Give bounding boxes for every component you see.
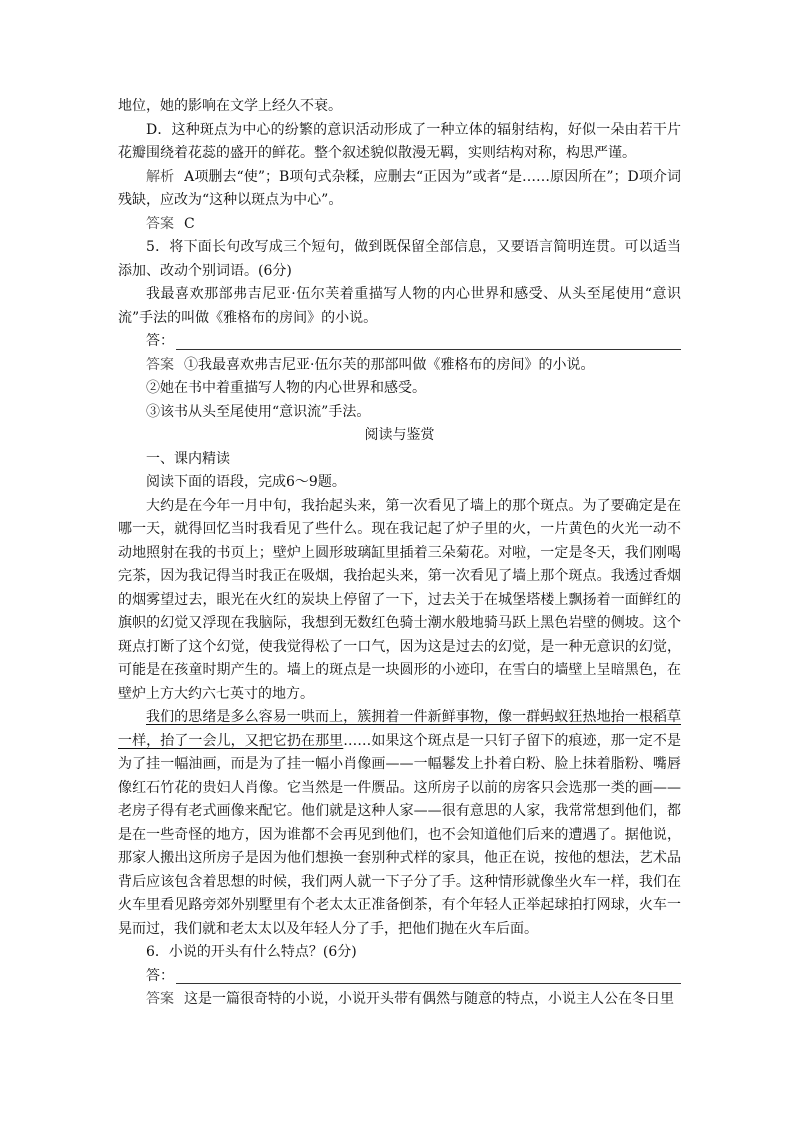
answer-text: 这是一篇很奇特的小说，小说开头带有偶然与随意的特点，小说主人公在冬日里 (184, 991, 674, 1007)
question-6: 6．小说的开头有什么特点？(6分) (146, 944, 357, 960)
answer-tag: 答案 (146, 991, 174, 1007)
answer-paragraph (118, 354, 681, 378)
question-5: 5．将下面长句改写成三个短句，做到既保留全部信息，又要语言简明连贯。可以适当添加、改动个别词语。(6分) (118, 239, 681, 279)
answer-tag: 答案 (146, 356, 174, 373)
passage-text: ……如果这个斑点是一只钉子留下的痕迹，那一定不是为了挂一幅油画，而是为了挂一幅小肖像画——一幅鬈发上扑着白粉、脸上抹着脂粉、嘴唇像红石竹花的贵妇人肖像。它当然是一件赝品。这所房子以前的房客只会选那一类的画——老房子得有老式画像来配它。他们就是这种人家——很有意思的人家，我常常想到他们，都是在一些奇怪的地方，因为谁都不会再见到他们，也不会知道他们后来的遭遇了。据他说，那家人搬出这所房子是因为他们想换一套别种式样的家具，他正在说，按他的想法，艺术品背后应该包含着思想的时候，我们两人就一下子分了手。这种情形就像坐火车一样，我们在火车里看见路旁郊外别墅里有个老太太正准备倒茶，有个年轻人正举起球拍打网球，火车一晃而过，我们就和老太太以及年轻人分了手，把他们抛在火车后面。 (118, 732, 682, 937)
option-d: D．这种斑点为中心的纷繁的意识活动形成了一种立体的辐射结构，好似一朵由若干片花瓣围绕着花蕊的盛开的鲜花。整个叙述貌似散漫无羁，实则结构对称，构思严谨。 (118, 121, 681, 161)
answer-text: C (184, 215, 195, 232)
question-5-sentence: 我最喜欢那部弗吉尼亚·伍尔芙着重描写人物的内心世界和感受、从头至尾使用“意识流”手法的叫做《雅格布的房间》的小说。 (118, 286, 681, 326)
document-page (118, 95, 681, 1012)
answer-item-2: ②她在书中着重描写人物的内心世界和感受。 (146, 380, 426, 396)
passage-paragraph-1: 大约是在今年一月中旬，我抬起头来，第一次看见了墙上的那个斑点。为了要确定是在哪一天，就得回忆当时我看见了些什么。现在我记起了炉子里的火，一片黄色的火光一动不动地照射在我的书页上；壁炉上圆形玻璃缸里插着三朵菊花。对啦，一定是冬天，我们刚喝完茶，因为我记得当时我正在吸烟，我抬起头来，第一次看见了墙上那个斑点。我透过香烟的烟雾望过去，眼光在火红的炭块上停留了一下，过去关于在城堡塔楼上飘扬着一面鲜红的旗帜的幻觉又浮现在我脑际，我想到无数红色骑士潮水般地骑马跃上黑色岩壁的侧坡。这个斑点打断了这个幻觉，使我觉得松了一口气，因为这是过去的幻觉，是一种无意识的幻觉，可能是在孩童时期产生的。墙上的斑点是一块圆形的小迹印，在雪白的墙壁上呈暗黑色，在壁炉上方大约六七英寸的地方。 (118, 497, 681, 702)
underlined-sentence: 我们的思绪是多么容易一哄而上，簇拥着一件新鲜事物，像一群蚂蚁狂热地抬一根稻草一样，抬了一会儿，又把它扔在那里 (118, 709, 681, 749)
passage-paragraph-2 (118, 706, 681, 941)
text-line: 地位，她的影响在文学上经久不衰。 (118, 98, 342, 114)
answer-text: ①我最喜欢弗吉尼亚·伍尔芙的那部叫做《雅格布的房间》的小说。 (184, 356, 595, 373)
answer-label: 答： (146, 967, 174, 984)
answer-blank-row (118, 965, 681, 989)
answer-item-3: ③该书从头至尾使用“意识流”手法。 (146, 403, 371, 420)
answer-paragraph (118, 988, 681, 1012)
answer-blank-row (118, 330, 681, 354)
answer-blank-line[interactable] (176, 334, 681, 350)
analysis-tag: 解析 (146, 168, 175, 185)
subsection-title: 一、课内精读 (146, 450, 230, 467)
answer-paragraph (118, 213, 681, 237)
section-title: 阅读与鉴赏 (364, 427, 435, 443)
analysis-text: A项删去“使”；B项句式杂糅，应删去“正因为”或者“是……原因所在”；D项介词残缺，应改为“这种以斑点为中心”。 (118, 168, 681, 208)
answer-label: 答： (146, 333, 174, 349)
answer-blank-line[interactable] (176, 968, 681, 984)
reading-instruction: 阅读下面的语段，完成6～9题。 (146, 474, 346, 490)
analysis-paragraph (118, 166, 681, 213)
answer-tag: 答案 (146, 215, 174, 232)
